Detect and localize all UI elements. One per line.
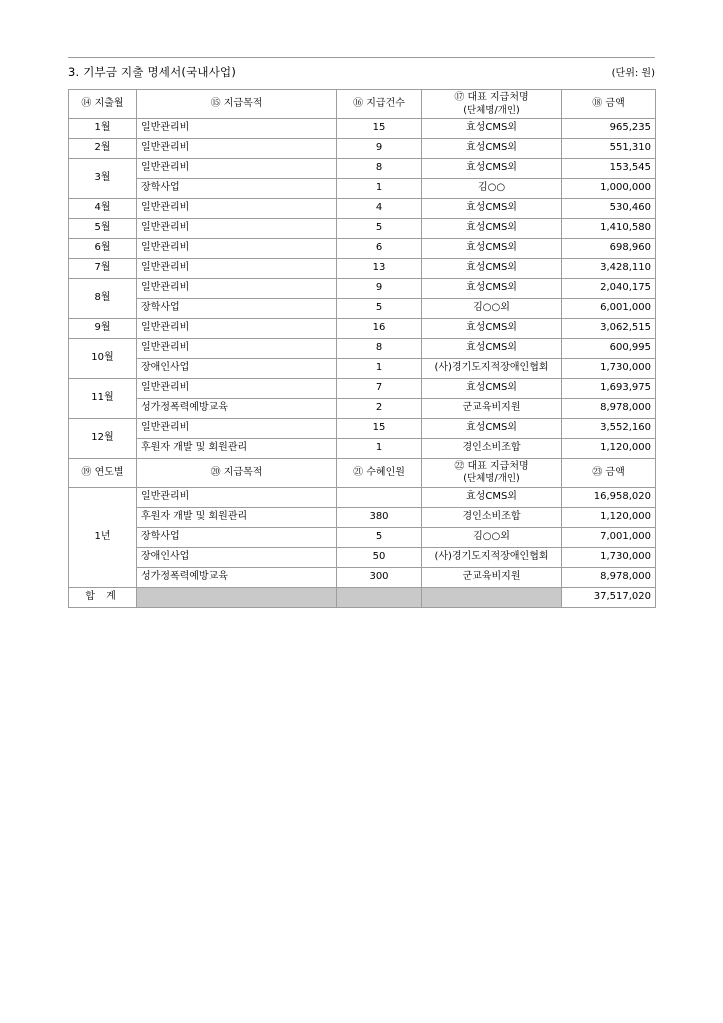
table-row — [69, 138, 656, 158]
month-cell: 4월 — [69, 198, 137, 218]
amount-cell: 16,958,020 — [562, 487, 656, 507]
table-row — [69, 358, 656, 378]
count-cell: 8 — [337, 338, 422, 358]
amount-cell: 3,428,110 — [562, 258, 656, 278]
month-cell: 5월 — [69, 218, 137, 238]
count-cell: 5 — [337, 218, 422, 238]
amount-cell: 3,552,160 — [562, 418, 656, 438]
payee-cell: 효성CMS외 — [422, 258, 562, 278]
amount-cell: 698,960 — [562, 238, 656, 258]
payee-cell: 경인소비조합 — [422, 507, 562, 527]
table-row — [69, 438, 656, 458]
table-row — [69, 238, 656, 258]
amount-cell: 600,995 — [562, 338, 656, 358]
amount-cell: 551,310 — [562, 138, 656, 158]
purpose-cell: 성가정폭력예방교육 — [137, 398, 337, 418]
month-cell: 3월 — [69, 158, 137, 198]
payee-cell: 경인소비조합 — [422, 438, 562, 458]
month-cell: 2월 — [69, 138, 137, 158]
payee-cell: 효성CMS외 — [422, 338, 562, 358]
amount-cell: 1,410,580 — [562, 218, 656, 238]
month-cell: 9월 — [69, 318, 137, 338]
purpose-cell: 일반관리비 — [137, 198, 337, 218]
total-blank-purpose — [137, 587, 337, 607]
beneficiaries-cell: 5 — [337, 527, 422, 547]
count-cell: 9 — [337, 278, 422, 298]
purpose-cell: 장학사업 — [137, 178, 337, 198]
payee-cell: 효성CMS외 — [422, 118, 562, 138]
table-row — [69, 258, 656, 278]
payee-cell: 김○○외 — [422, 527, 562, 547]
table-row — [69, 507, 656, 527]
count-cell: 13 — [337, 258, 422, 278]
amount-cell: 530,460 — [562, 198, 656, 218]
purpose-cell: 장학사업 — [137, 298, 337, 318]
table-row — [69, 338, 656, 358]
total-label: 합 계 — [69, 587, 137, 607]
monthly-header-cell: ⑯ 지급건수 — [337, 90, 422, 119]
yearly-header-cell: ㉑ 수혜인원 — [337, 458, 422, 487]
yearly-header-row — [69, 458, 656, 487]
table-row — [69, 398, 656, 418]
month-cell: 1월 — [69, 118, 137, 138]
table-row — [69, 487, 656, 507]
payee-cell: 효성CMS외 — [422, 238, 562, 258]
amount-cell: 965,235 — [562, 118, 656, 138]
payee-cell: (사)경기도지적장애인협회 — [422, 547, 562, 567]
purpose-cell: 장애인사업 — [137, 547, 337, 567]
payee-cell: 효성CMS외 — [422, 158, 562, 178]
month-cell: 11월 — [69, 378, 137, 418]
count-cell: 16 — [337, 318, 422, 338]
count-cell: 15 — [337, 418, 422, 438]
table-row — [69, 198, 656, 218]
table-row — [69, 567, 656, 587]
total-blank-count — [337, 587, 422, 607]
payee-cell: 효성CMS외 — [422, 198, 562, 218]
yearly-header-cell: ㉓ 금액 — [562, 458, 656, 487]
table-row — [69, 527, 656, 547]
unit-note: (단위: 원) — [611, 68, 655, 79]
payee-cell: 효성CMS외 — [422, 318, 562, 338]
purpose-cell: 일반관리비 — [137, 418, 337, 438]
table-row — [69, 318, 656, 338]
table-row — [69, 118, 656, 138]
count-cell: 2 — [337, 398, 422, 418]
monthly-header-cell: ⑮ 지급목적 — [137, 90, 337, 119]
payee-cell: 효성CMS외 — [422, 278, 562, 298]
monthly-header-row — [69, 90, 656, 119]
amount-cell: 8,978,000 — [562, 398, 656, 418]
purpose-cell: 일반관리비 — [137, 378, 337, 398]
table-row — [69, 298, 656, 318]
payee-cell: (사)경기도지적장애인협회 — [422, 358, 562, 378]
table-row — [69, 218, 656, 238]
count-cell: 9 — [337, 138, 422, 158]
payee-cell: 김○○ — [422, 178, 562, 198]
table-row — [69, 547, 656, 567]
purpose-cell: 일반관리비 — [137, 487, 337, 507]
payee-cell: 효성CMS외 — [422, 487, 562, 507]
count-cell: 1 — [337, 438, 422, 458]
amount-cell: 8,978,000 — [562, 567, 656, 587]
amount-cell: 6,001,000 — [562, 298, 656, 318]
beneficiaries-cell: 380 — [337, 507, 422, 527]
table-row — [69, 178, 656, 198]
amount-cell: 1,120,000 — [562, 507, 656, 527]
count-cell: 4 — [337, 198, 422, 218]
total-amount: 37,517,020 — [562, 587, 656, 607]
purpose-cell: 일반관리비 — [137, 278, 337, 298]
purpose-cell: 장애인사업 — [137, 358, 337, 378]
donation-expenditure-table — [68, 89, 656, 608]
year-cell: 1년 — [69, 487, 137, 587]
total-row — [69, 587, 656, 607]
purpose-cell: 일반관리비 — [137, 118, 337, 138]
amount-cell: 1,730,000 — [562, 547, 656, 567]
count-cell: 6 — [337, 238, 422, 258]
purpose-cell: 일반관리비 — [137, 318, 337, 338]
table-row — [69, 418, 656, 438]
payee-cell: 효성CMS외 — [422, 418, 562, 438]
count-cell: 1 — [337, 358, 422, 378]
month-cell: 7월 — [69, 258, 137, 278]
beneficiaries-cell: 50 — [337, 547, 422, 567]
monthly-header-cell: ⑰ 대표 지급처명 (단체명/개인) — [422, 90, 562, 119]
header-rule — [68, 57, 655, 58]
purpose-cell: 일반관리비 — [137, 138, 337, 158]
amount-cell: 153,545 — [562, 158, 656, 178]
count-cell: 5 — [337, 298, 422, 318]
amount-cell: 7,001,000 — [562, 527, 656, 547]
month-cell: 10월 — [69, 338, 137, 378]
document-body — [68, 64, 655, 608]
count-cell: 8 — [337, 158, 422, 178]
purpose-cell: 후원자 개발 및 회원관리 — [137, 438, 337, 458]
total-blank-payee — [422, 587, 562, 607]
yearly-header-cell: ㉒ 대표 지급처명 (단체명/개인) — [422, 458, 562, 487]
payee-cell: 효성CMS외 — [422, 138, 562, 158]
monthly-header-cell: ⑭ 지출월 — [69, 90, 137, 119]
title-row — [68, 64, 655, 80]
count-cell: 1 — [337, 178, 422, 198]
table-row — [69, 158, 656, 178]
beneficiaries-cell: 300 — [337, 567, 422, 587]
purpose-cell: 일반관리비 — [137, 218, 337, 238]
yearly-header-cell: ⑳ 지급목적 — [137, 458, 337, 487]
amount-cell: 1,120,000 — [562, 438, 656, 458]
payee-cell: 김○○외 — [422, 298, 562, 318]
table-row — [69, 378, 656, 398]
count-cell: 15 — [337, 118, 422, 138]
month-cell: 12월 — [69, 418, 137, 458]
purpose-cell: 후원자 개발 및 회원관리 — [137, 507, 337, 527]
payee-cell: 효성CMS외 — [422, 378, 562, 398]
payee-cell: 군교육비지원 — [422, 567, 562, 587]
page-title: 3. 기부금 지출 명세서(국내사업) — [68, 65, 237, 79]
beneficiaries-cell — [337, 487, 422, 507]
payee-cell: 효성CMS외 — [422, 218, 562, 238]
count-cell: 7 — [337, 378, 422, 398]
table-row — [69, 278, 656, 298]
month-cell: 8월 — [69, 278, 137, 318]
purpose-cell: 일반관리비 — [137, 158, 337, 178]
purpose-cell: 일반관리비 — [137, 338, 337, 358]
amount-cell: 2,040,175 — [562, 278, 656, 298]
purpose-cell: 성가정폭력예방교육 — [137, 567, 337, 587]
purpose-cell: 장학사업 — [137, 527, 337, 547]
month-cell: 6월 — [69, 238, 137, 258]
purpose-cell: 일반관리비 — [137, 238, 337, 258]
amount-cell: 3,062,515 — [562, 318, 656, 338]
monthly-header-cell: ⑱ 금액 — [562, 90, 656, 119]
amount-cell: 1,730,000 — [562, 358, 656, 378]
payee-cell: 군교육비지원 — [422, 398, 562, 418]
purpose-cell: 일반관리비 — [137, 258, 337, 278]
amount-cell: 1,000,000 — [562, 178, 656, 198]
amount-cell: 1,693,975 — [562, 378, 656, 398]
yearly-header-cell: ⑲ 연도별 — [69, 458, 137, 487]
